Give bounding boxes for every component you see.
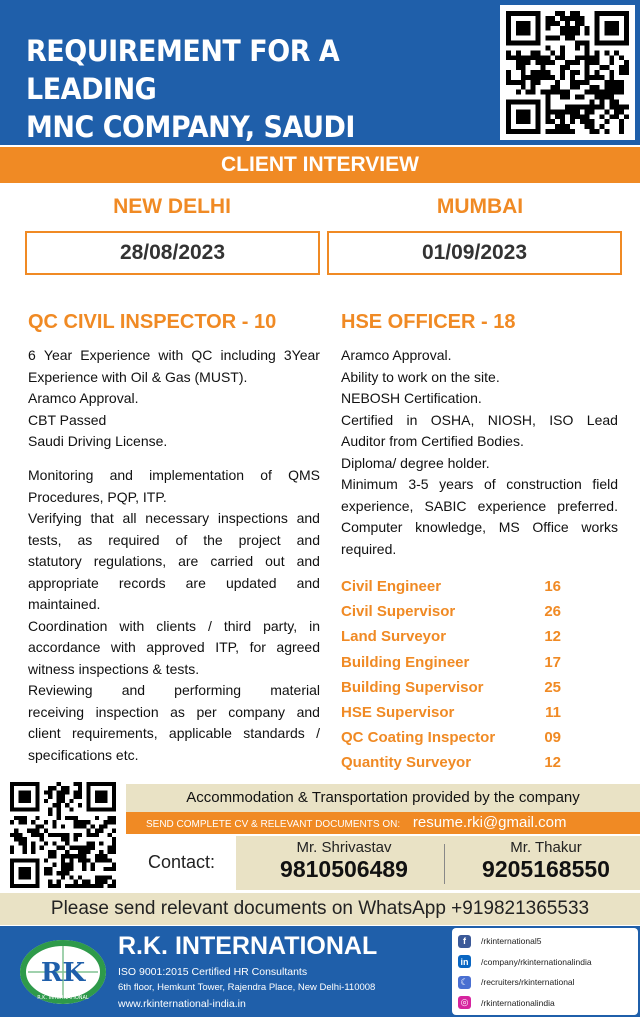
word: necessary: [145, 510, 210, 526]
facebook-icon: f: [458, 935, 471, 948]
word: approved: [146, 639, 205, 655]
word: all: [122, 510, 137, 526]
role-name: Building Engineer: [341, 653, 470, 671]
role-count: 09: [544, 729, 561, 747]
role-name: Quantity Surveyor: [341, 754, 472, 772]
word: Certified: [341, 411, 394, 428]
word: MS: [498, 519, 520, 535]
role-row: [341, 700, 561, 725]
word: regulations,: [93, 553, 167, 569]
word: of: [483, 476, 496, 492]
social-link[interactable]: [458, 972, 632, 993]
text-line: [341, 517, 618, 539]
social-links: [452, 928, 638, 1015]
iso-certification: ISO 9001:2015 Certified HR Consultants: [118, 966, 308, 978]
text-line: [28, 637, 320, 659]
qc-civil-requirements: [28, 345, 320, 453]
role-name: Land Surveyor: [341, 628, 447, 646]
linkedin-icon: in: [458, 955, 471, 968]
rk-logo-icon: [18, 938, 108, 1006]
role-row: [341, 624, 561, 649]
text-line: NEBOSH Certification.: [341, 390, 482, 406]
contact-person-1: [244, 836, 444, 883]
word: per: [196, 703, 217, 720]
word: of: [175, 531, 188, 548]
word: /: [207, 617, 212, 634]
text-line: [28, 723, 320, 745]
word: carried: [210, 553, 254, 569]
word: Office: [532, 519, 569, 535]
word: 3-5: [408, 476, 429, 492]
word: standards: [243, 725, 305, 741]
company-name: R.K. INTERNATIONAL: [118, 932, 378, 960]
word: of: [260, 467, 272, 483]
word: that: [90, 510, 114, 526]
social-link[interactable]: [458, 993, 632, 1014]
word: Verifying: [28, 510, 82, 526]
word: with: [110, 639, 136, 655]
qr-code-top[interactable]: [500, 5, 635, 140]
text-line: [28, 702, 320, 724]
word: experience: [477, 497, 547, 514]
word: and: [121, 682, 146, 698]
contact-name: Mr. Shrivastav: [296, 839, 392, 856]
word: and: [296, 703, 320, 720]
word: accordance: [28, 639, 101, 655]
word: and: [296, 553, 320, 569]
word: in: [309, 617, 320, 634]
text-line: [28, 551, 320, 573]
text-line: [341, 496, 618, 518]
role-count: 12: [544, 628, 561, 646]
text-line: [28, 530, 320, 552]
word: ISO: [549, 411, 574, 428]
divider: [444, 844, 445, 884]
word: receiving: [28, 703, 85, 720]
accommodation-note: Accommodation & Transportation provided by the company: [126, 784, 640, 812]
whatsapp-note[interactable]: Please send relevant documents on WhatsApp +919821365533: [0, 893, 640, 925]
header-banner: [0, 0, 640, 145]
word: updated: [225, 574, 277, 591]
send-cv-bar: [126, 812, 640, 834]
social-link[interactable]: [458, 952, 632, 973]
word: 3Year: [283, 347, 320, 363]
role-name: Building Supervisor: [341, 678, 484, 696]
text-line: [341, 410, 618, 432]
city-mumbai: MUMBAI: [436, 195, 524, 218]
word: project: [238, 531, 281, 548]
word: the: [203, 531, 223, 548]
word: tests,: [28, 531, 62, 548]
title-line-2: MNC COMPANY, SAUDI: [26, 110, 356, 144]
contact-person-2: [446, 836, 640, 883]
contact-phone[interactable]: 9810506489: [280, 856, 408, 882]
word: performing: [174, 682, 242, 698]
word: Experience: [80, 347, 151, 363]
word: client: [28, 725, 61, 741]
word: appropriate: [28, 574, 99, 591]
contact-box: [236, 836, 640, 890]
text-line: CBT Passed: [28, 411, 107, 428]
social-handle: /recruiters/rkinternational: [481, 977, 575, 988]
company-address: 6th floor, Hemkunt Tower, Rajendra Place, New Delhi-110008: [118, 982, 376, 993]
social-handle: /rkinternational5: [481, 936, 542, 947]
word: clients: [156, 617, 196, 634]
word: Computer: [341, 519, 403, 535]
role-row: [341, 650, 561, 675]
word: preferred.: [557, 497, 618, 514]
text-line: [28, 573, 320, 595]
naukri-icon: ☾: [458, 976, 471, 989]
client-interview-banner: CLIENT INTERVIEW: [0, 147, 640, 183]
text-line: [341, 474, 618, 496]
word: SABIC: [424, 497, 467, 514]
role-count: 25: [544, 678, 561, 696]
word: out: [265, 553, 285, 569]
role-count: 17: [544, 653, 561, 671]
word: Lead: [586, 411, 618, 428]
word: material: [270, 682, 320, 698]
word: Reviewing: [28, 682, 93, 698]
word: are: [185, 574, 206, 591]
job-title-hse-officer: HSE OFFICER - 18: [341, 311, 516, 333]
logo-letters: RK: [40, 958, 86, 988]
word: QC: [191, 347, 213, 363]
word: and: [296, 531, 320, 548]
text-line: witness inspections & tests.: [28, 660, 200, 677]
word: required: [108, 531, 160, 548]
word: statutory: [28, 553, 82, 569]
email-link[interactable]: resume.rki@gmail.com: [412, 814, 567, 831]
word: NIOSH,: [487, 411, 536, 428]
social-link[interactable]: [458, 931, 632, 952]
role-count: 16: [544, 578, 561, 595]
word: QMS: [288, 467, 320, 483]
company-website[interactable]: www.rkinternational-india.in: [118, 998, 246, 1010]
word: third: [223, 617, 252, 634]
role-row: [341, 574, 561, 599]
word: experience,: [341, 497, 414, 514]
role-count: 12: [544, 754, 561, 772]
text-line: [28, 465, 320, 487]
contact-label: Contact:: [148, 852, 216, 872]
other-roles-list: [341, 574, 561, 776]
word: Minimum: [341, 476, 398, 492]
word: Year: [43, 347, 73, 363]
word: requirements,: [72, 725, 158, 741]
text-line: [28, 680, 320, 702]
text-line: Experience with Oil & Gas (MUST).: [28, 368, 248, 385]
role-name: Civil Supervisor: [341, 603, 456, 621]
word: Coordination: [28, 617, 108, 634]
contact-name: Mr. Thakur: [510, 839, 582, 856]
word: implementation: [149, 467, 245, 483]
word: and: [296, 510, 320, 526]
social-handle: /rkinternationalindia: [481, 997, 555, 1008]
word: /: [316, 725, 320, 741]
qc-civil-duties: [28, 465, 320, 766]
word: construction: [506, 476, 582, 492]
word: works: [581, 519, 618, 535]
word: field: [592, 476, 618, 492]
text-line: Saudi Driving License.: [28, 433, 168, 449]
role-name: HSE Supervisor: [341, 703, 455, 721]
role-name: QC Coating Inspector: [341, 729, 496, 747]
word: inspection: [95, 703, 159, 720]
instagram-icon: ◎: [458, 996, 471, 1009]
send-cv-label: SEND COMPLETE CV & RELEVANT DOCUMENTS ON:: [146, 819, 401, 830]
word: with: [158, 347, 184, 363]
word: inspections: [217, 510, 288, 526]
title-line-1: REQUIREMENT FOR A LEADING: [26, 34, 340, 106]
role-row: [341, 599, 561, 624]
social-handle: /company/rkinternationalindia: [481, 956, 592, 967]
hse-officer-requirements: [341, 345, 618, 560]
word: OSHA,: [430, 411, 475, 428]
word: including: [220, 347, 276, 363]
text-line: required.: [341, 540, 397, 557]
word: as: [77, 531, 93, 548]
word: in: [406, 411, 418, 428]
text-line: maintained.: [28, 596, 101, 612]
word: and: [109, 467, 133, 483]
word: years: [439, 476, 474, 492]
date-mumbai: 01/09/2023: [327, 231, 622, 275]
date-new-delhi: 28/08/2023: [25, 231, 320, 275]
role-count: 26: [544, 603, 561, 621]
word: applicable: [168, 725, 232, 741]
word: ITP,: [215, 639, 240, 655]
word: party,: [263, 617, 298, 634]
text-line: Aramco Approval.: [341, 347, 452, 363]
city-new-delhi: NEW DELHI: [113, 195, 231, 218]
word: as: [170, 703, 185, 720]
footer: [0, 926, 640, 1017]
text-line: [28, 345, 320, 367]
text-line: [28, 508, 320, 530]
word: are: [178, 553, 199, 569]
role-row: [341, 725, 561, 750]
text-line: Ability to work on the site.: [341, 368, 500, 385]
word: and: [296, 574, 320, 591]
text-line: Aramco Approval.: [28, 390, 139, 406]
role-row: [341, 750, 561, 775]
word: company: [228, 703, 286, 720]
role-name: Civil Engineer: [341, 578, 442, 595]
text-line: [28, 616, 320, 638]
word: knowledge,: [415, 519, 486, 535]
role-row: [341, 675, 561, 700]
word: for: [249, 639, 266, 655]
text-line: specifications etc.: [28, 746, 139, 763]
qr-code-bottom[interactable]: [8, 780, 118, 890]
word: 6: [28, 347, 36, 363]
word: with: [119, 617, 145, 634]
contact-phone[interactable]: 9205168550: [482, 856, 610, 882]
word: Monitoring: [28, 467, 94, 483]
role-count: 11: [545, 703, 561, 721]
text-line: Diploma/ degree holder.: [341, 454, 490, 471]
word: records: [118, 574, 166, 591]
text-line: Auditor from Certified Bodies.: [341, 433, 524, 449]
text-line: Procedures, PQP, ITP.: [28, 488, 167, 505]
qr-code-icon: [10, 782, 116, 888]
logo-ring-text: R.K. INTERNATIONAL: [37, 995, 89, 1001]
qr-code-icon: [506, 11, 629, 134]
job-title-qc-civil: QC CIVIL INSPECTOR - 10: [28, 311, 277, 333]
word: agreed: [276, 639, 320, 655]
